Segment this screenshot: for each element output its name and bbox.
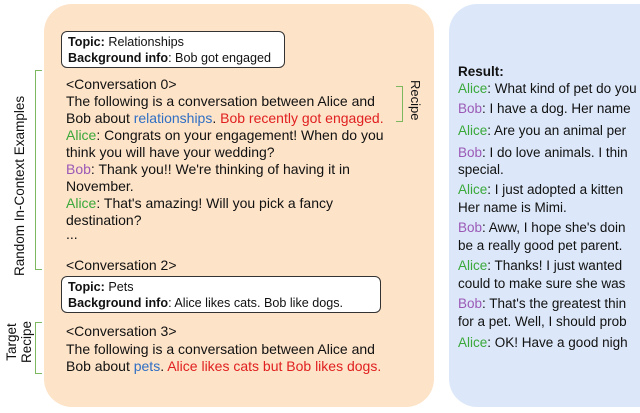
result-speaker: Bob	[458, 296, 483, 311]
result-line	[458, 80, 637, 97]
conversation0-header: <Conversation 0>	[66, 76, 177, 92]
example1-background: Bob recently got engaged.	[220, 110, 384, 127]
example1-turn-alice-2: Alice: That's amazing! Will you pick a fancy destination?	[66, 195, 333, 229]
result-speaker: Alice	[458, 123, 488, 138]
target-recipe-bracket	[35, 322, 42, 374]
example1-info-box: Topic: Relationships Background info: Bob got engaged	[61, 31, 285, 68]
result-text: : OK! Have a good nigh	[487, 335, 628, 350]
random-examples-label: Random In-Context Examples	[12, 95, 27, 276]
result-line	[458, 295, 626, 312]
target-intro: The following is a conversation between Alice and Bob about pets. Alice likes cats but Bob likes dogs.	[66, 341, 382, 375]
result-text: be a really good pet parent.	[458, 238, 623, 253]
result-title: Result:	[458, 64, 504, 79]
target-background: Alice likes cats but Bob likes dogs.	[167, 358, 382, 375]
recipe-label: Recipe	[408, 80, 423, 121]
result-line	[458, 181, 623, 198]
result-text: for a pet. Well, I should prob	[458, 314, 627, 329]
result-line	[458, 219, 625, 236]
example1-turn-bob: Bob: Thank you!! We're thinking of having it in November.	[66, 161, 350, 195]
result-text: : Aww, I hope she's doin	[482, 220, 626, 235]
result-text: : That's the greatest thin	[482, 296, 627, 311]
result-line	[458, 122, 626, 139]
result-line	[458, 313, 627, 330]
result-speaker: Alice	[458, 335, 488, 350]
example1-ellipsis: ...	[66, 226, 78, 242]
result-text: : Are you an animal per	[487, 123, 627, 138]
result-text: : I have a dog. Her name	[482, 101, 631, 116]
result-line	[458, 237, 622, 254]
result-text: : What kind of pet do you	[487, 81, 637, 96]
result-line	[458, 275, 625, 292]
result-text: : I just adopted a kitten	[487, 182, 624, 197]
result-speaker: Bob	[458, 145, 483, 160]
result-line	[458, 257, 622, 274]
result-line	[458, 161, 504, 178]
target-recipe-label: Target Recipe	[4, 320, 34, 364]
result-text: : Thanks! I just wanted	[487, 258, 623, 273]
random-examples-bracket	[35, 70, 42, 270]
result-line	[458, 199, 567, 216]
result-speaker: Bob	[458, 101, 483, 116]
example1-topic: relationships	[133, 110, 213, 127]
result-speaker: Alice	[458, 182, 488, 197]
target-topic: pets	[133, 358, 161, 375]
result-text: : I do love animals. I thin	[482, 145, 628, 160]
result-text: could to make sure she was	[458, 276, 626, 291]
recipe-bracket	[396, 86, 403, 122]
example2-info-box: Topic: Pets Background info: Alice likes cats. Bob like dogs.	[61, 276, 381, 313]
example1-intro: The following is a conversation between Alice and Bob about relationships. Bob recently got engaged.	[66, 93, 384, 127]
result-speaker: Alice	[458, 258, 488, 273]
result-speaker: Alice	[458, 81, 488, 96]
conversation2-header: <Conversation 2>	[66, 257, 177, 273]
conversation3-header: <Conversation 3>	[66, 323, 177, 339]
example1-turn-alice: Alice: Congrats on your engagement! When do you think you will have your wedding?	[66, 127, 384, 161]
result-text: Her name is Mimi.	[458, 200, 567, 215]
result-line	[458, 334, 628, 351]
result-text: special.	[458, 162, 504, 177]
result-speaker: Bob	[458, 220, 483, 235]
result-line	[458, 144, 628, 161]
result-line	[458, 100, 631, 117]
